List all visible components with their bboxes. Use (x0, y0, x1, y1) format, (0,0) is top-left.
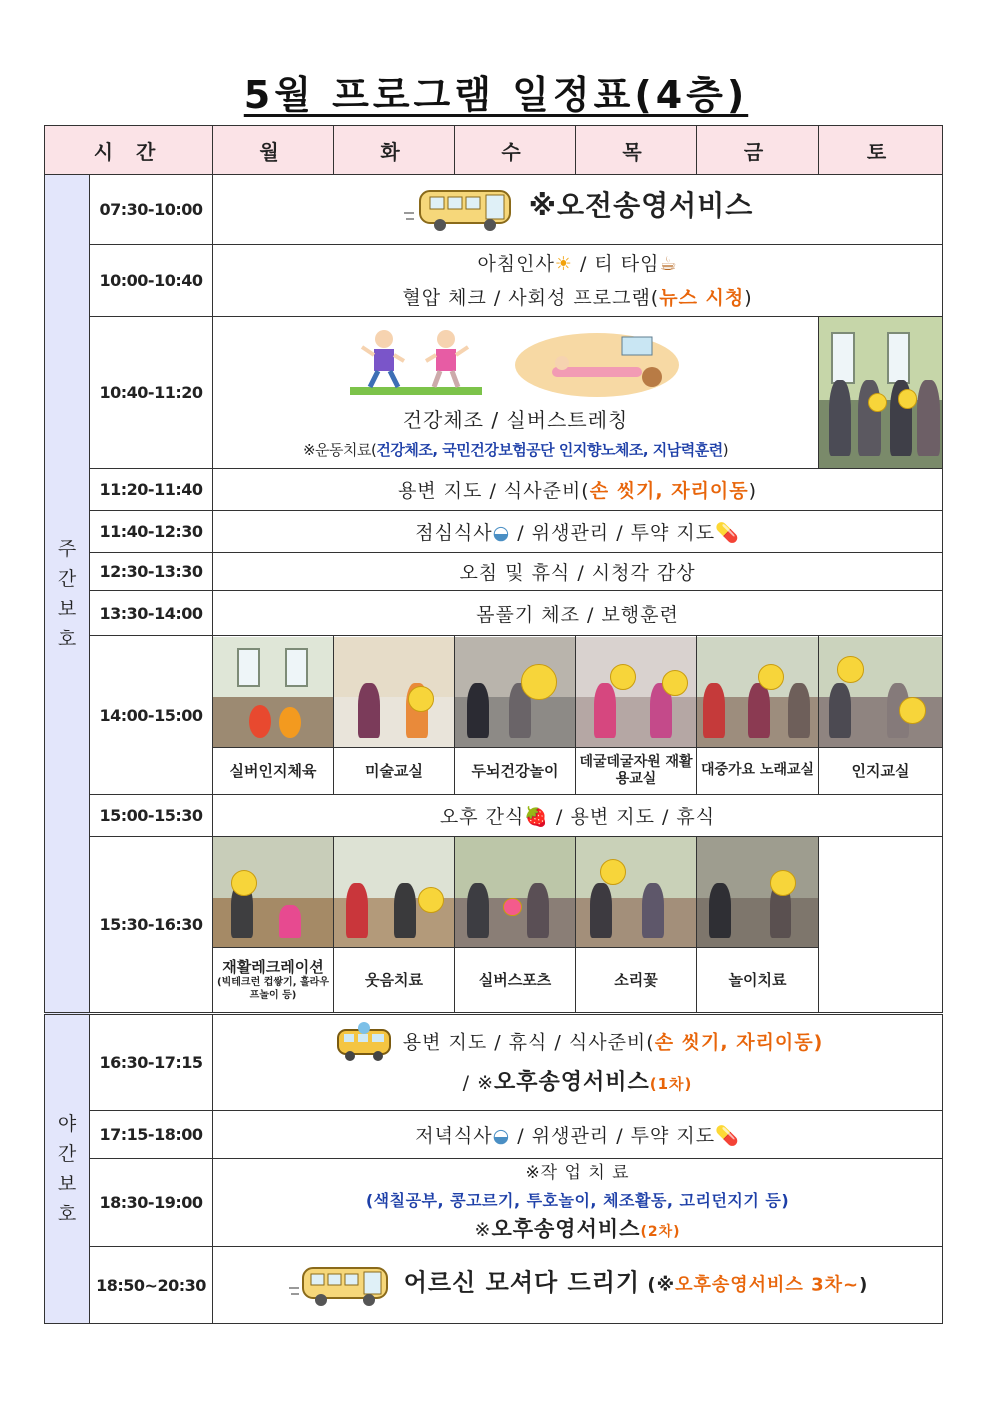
rice-bowl-icon: ◒ (492, 522, 511, 544)
day-wed: 수 (455, 126, 576, 175)
page-title: 5월 프로그램 일정표(4층) (243, 73, 749, 117)
program-cell (213, 317, 819, 469)
row-morning-greeting (45, 245, 943, 317)
row-afternoon-classes (45, 636, 943, 795)
row-morning-shuttle (45, 175, 943, 245)
time-cell: 11:20-11:40 (90, 469, 213, 511)
day-thu: 목 (576, 126, 697, 175)
time-cell: 15:30-16:30 (90, 837, 213, 1014)
class-caption: 실버인지체육 (213, 747, 333, 794)
section-char: 주 (57, 537, 77, 560)
afternoon-shuttle-text: 오후송영서비스 (494, 1070, 650, 1095)
class-caption: 인지교실 (819, 747, 942, 794)
rec-mon (213, 837, 334, 1014)
class-caption: 미술교실 (334, 747, 454, 794)
rec-caption: 소리꽃 (576, 947, 696, 1012)
rec-caption: 놀이치료 (697, 947, 818, 1012)
escort-home-text: 어르신 모셔다 드리기 (403, 1268, 641, 1297)
section-char: 보 (57, 597, 77, 620)
exercise-seniors-illustration (350, 327, 482, 399)
greeting-text: 아침인사 (477, 252, 555, 275)
note-mark: ※ (474, 1219, 492, 1241)
class-fri (697, 636, 819, 795)
time-cell: 15:00-15:30 (90, 795, 213, 837)
class-mon (213, 636, 334, 795)
schedule-table (44, 125, 943, 1324)
dinner-text: 저녁식사 (415, 1125, 493, 1147)
class-sat (819, 636, 943, 795)
shuttle-line (213, 1215, 942, 1246)
time-header: 시 간 (45, 126, 213, 175)
row-escort-home (45, 1247, 943, 1324)
day-mon: 월 (213, 126, 334, 175)
paren-close: ) (744, 286, 753, 309)
hygiene-medication-text: / 위생관리 / 투약 지도 (510, 522, 716, 544)
meal-prep-text: 용변 지도 / 식사준비( (397, 480, 590, 502)
stretching-illustration (512, 327, 682, 399)
time-cell: 12:30-13:30 (90, 553, 213, 591)
class-thu (576, 636, 697, 795)
header-row (45, 126, 943, 175)
row-occupational-therapy (45, 1159, 943, 1247)
shuttle-round-1: (1차) (649, 1075, 693, 1093)
program-cell (213, 1159, 943, 1247)
shuttle-bus-icon (332, 1022, 396, 1064)
social-program-text: 혈압 체크 / 사회성 프로그램( (402, 286, 660, 309)
time-cell: 13:30-14:00 (90, 591, 213, 636)
paren-close: ) (722, 440, 729, 459)
section-char: 야 (57, 1113, 77, 1135)
pill-icon: 💊 (715, 1125, 740, 1147)
rec-thu (576, 837, 697, 1014)
toilet-rest-text: / 용변 지도 / 휴식 (549, 806, 716, 828)
class-caption: 데굴데굴자원 재활용교실 (576, 747, 696, 794)
time-cell: 11:40-12:30 (90, 511, 213, 553)
row-snack (45, 795, 943, 837)
bus-icon (287, 1262, 397, 1308)
pill-icon: 💊 (715, 522, 740, 544)
tea-time-text: / 티 타임 (572, 252, 660, 275)
bus-icon (402, 185, 522, 235)
program-cell (213, 1247, 943, 1324)
shuttle-round-2: (2차) (640, 1224, 681, 1240)
time-cell: 18:50~20:30 (90, 1247, 213, 1324)
section-char: 호 (57, 627, 77, 650)
rec-sat-empty (819, 837, 943, 1014)
section-day-care (45, 175, 90, 1014)
exercise-detail (213, 437, 818, 463)
exercise-programs-text: 건강체조, 국민건강보험공단 인지향노체조, 지남력훈련 (376, 440, 723, 459)
time-cell: 07:30-10:00 (90, 175, 213, 245)
row-meal-prep (45, 469, 943, 511)
row-lunch (45, 511, 943, 553)
time-cell: 10:40-11:20 (90, 317, 213, 469)
section-char: 호 (57, 1203, 77, 1225)
program-cell (213, 1014, 943, 1111)
shuttle-round-3: 오후송영서비스 3차~ (675, 1274, 860, 1296)
exercise-photo (819, 317, 943, 469)
rec-subtitle: (빅테크런 컵쌓기, 훌라우프놀이 등) (217, 977, 329, 1001)
exercise-title: 건강체조 / 실버스트레칭 (402, 407, 629, 432)
section-night-care (45, 1014, 90, 1324)
sun-icon: ☀ (554, 252, 573, 275)
program-cell (213, 795, 943, 837)
strawberry-icon: 🍓 (524, 806, 550, 828)
afternoon-shuttle-text: 오후송영서비스 (491, 1217, 641, 1241)
class-wed (455, 636, 576, 795)
section-char: 간 (57, 1143, 77, 1165)
section-char: 간 (57, 567, 77, 590)
rec-tue (334, 837, 455, 1014)
news-text: 뉴스 시청 (659, 286, 745, 309)
program-cell (213, 245, 943, 317)
lunch-text: 점심식사 (415, 522, 493, 544)
row-exercise (45, 317, 943, 469)
row-warmup (45, 591, 943, 636)
rec-fri (697, 837, 819, 1014)
time-cell: 10:00-10:40 (90, 245, 213, 317)
activities-list: (색칠공부, 콩고르기, 투호놀이, 체조활동, 고리던지기 등) (365, 1191, 790, 1210)
slash-text: / ※ (462, 1072, 494, 1094)
paren-close: ) (748, 480, 758, 502)
rice-bowl-icon: ◒ (492, 1125, 511, 1147)
time-cell: 18:30-19:00 (90, 1159, 213, 1247)
class-caption: 두뇌건강놀이 (455, 747, 575, 794)
time-cell: 16:30-17:15 (90, 1014, 213, 1111)
day-fri: 금 (697, 126, 819, 175)
rec-wed (455, 837, 576, 1014)
program-cell: 오침 및 휴식 / 시청각 감상 (213, 553, 943, 591)
rec-title: 재활레크레이션 (222, 958, 324, 976)
paren-close: ) (813, 1031, 824, 1054)
rec-caption: 실버스포츠 (455, 947, 575, 1012)
day-tue: 화 (334, 126, 455, 175)
time-cell: 14:00-15:00 (90, 636, 213, 795)
day-sat: 토 (819, 126, 943, 175)
rec-caption (213, 947, 333, 1012)
morning-shuttle-text: ※오전송영서비스 (528, 189, 754, 223)
snack-text: 오후 간식 (439, 806, 525, 828)
class-tue (334, 636, 455, 795)
row-nap (45, 553, 943, 591)
occupational-therapy-title: ※작 업 치 료 (525, 1163, 630, 1183)
exercise-therapy-text: ※운동치료( (302, 440, 377, 459)
program-cell (213, 175, 943, 245)
tea-cup-icon: ☕ (659, 252, 678, 275)
program-cell (213, 469, 943, 511)
class-caption: 대중가요 노래교실 (697, 747, 818, 794)
evening-prep-text: 용변 지도 / 휴식 / 식사준비( (402, 1031, 655, 1054)
paren-close: ) (859, 1274, 869, 1296)
note-open: (※ (640, 1274, 676, 1296)
program-cell (213, 1111, 943, 1159)
program-cell: 몸풀기 체조 / 보행훈련 (213, 591, 943, 636)
handwash-text: 손 씻기, 자리이동 (589, 480, 749, 502)
row-recreation (45, 837, 943, 1014)
time-cell: 17:15-18:00 (90, 1111, 213, 1159)
row-dinner (45, 1111, 943, 1159)
hygiene-medication-text: / 위생관리 / 투약 지도 (510, 1125, 716, 1147)
row-evening-prep (45, 1014, 943, 1111)
program-cell (213, 511, 943, 553)
handwash-text: 손 씻기, 자리이동 (654, 1031, 814, 1054)
section-char: 보 (57, 1173, 77, 1195)
rec-caption: 웃음치료 (334, 947, 454, 1012)
